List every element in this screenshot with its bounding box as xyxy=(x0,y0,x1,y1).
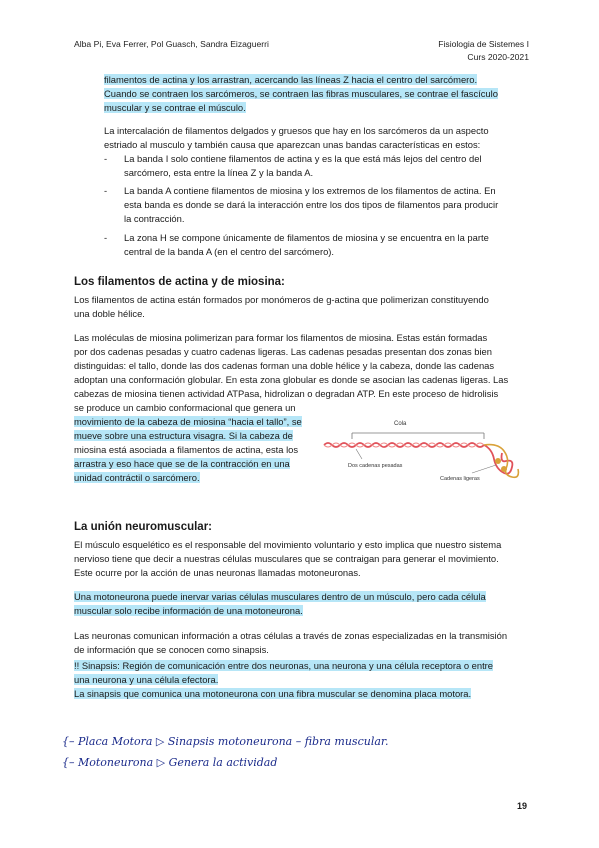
bullet-line: La zona H se compone únicamente de filamentos de miosina y se encuentra en la parte xyxy=(124,232,489,243)
header-year: Curs 2020-2021 xyxy=(467,52,529,62)
intercalacion-line-1: La intercalación de filamentos delgados y gruesos que hay en los sarcómeros da un aspecto xyxy=(104,125,489,136)
pesadas-pointer xyxy=(356,449,362,459)
figure-label-pesadas: Dos cadenas pesadas xyxy=(348,463,403,469)
actina-line: una doble hélice. xyxy=(74,308,145,319)
union-line: Este ocurre por la acción de unas neuronas llamadas motoneuronas. xyxy=(74,567,361,578)
miosina-line: unidad contráctil o sarcómero. xyxy=(74,472,200,483)
miosina-line: cabezas de miosina tienen actividad ATPasa, hidrolizan o degradan ATP. En este proceso de hidrolisis xyxy=(74,388,499,399)
bullet-line: esta banda es donde se dará la interacción entre los dos tipos de filamentos para producir xyxy=(124,199,499,210)
bullet-line: sarcómero, esta entre la línea Z y la banda A. xyxy=(124,167,314,178)
handwritten-note-1: {– Placa Motora ▷ Sinapsis motoneurona – fibra muscular. xyxy=(62,735,389,748)
union-line: nervioso tiene que decir a nuestras células musculares que se contraigan para generar el movimiento. xyxy=(74,553,499,564)
sinapsis-definition xyxy=(74,659,529,701)
section-title-filamentos: Los filamentos de actina y de miosina: xyxy=(74,276,285,288)
page-number: 19 xyxy=(516,801,527,811)
miosina-line: Las moléculas de miosina polimerizan para formar los filamentos de miosina. Estas están formadas xyxy=(74,332,488,343)
union-line: Las neuronas comunican información a otras células a través de zonas especializadas en la transmisión xyxy=(74,630,508,641)
myosin-tail-strand-2 xyxy=(324,443,484,447)
bullet-dash: - xyxy=(104,232,108,243)
bullet-dash: - xyxy=(104,185,108,196)
miosina-line: miosina está asociada a filamentos de actina, esta los xyxy=(74,444,299,455)
continuation-line-2: Cuando se contraen los sarcómeros, se contraen las fibras musculares, se contrae el fascículo xyxy=(104,88,498,99)
actina-line: Los filamentos de actina están formados por monómeros de g-actina que polimerizan constituyendo xyxy=(74,294,489,305)
light-chain xyxy=(495,458,501,464)
union-line: muscular solo recibe información de una motoneurona. xyxy=(74,605,303,616)
figure-label-cola: Cola xyxy=(394,421,407,427)
ligeras-pointer xyxy=(472,465,496,473)
miosina-line: movimiento de la cabeza de miosina “hacia el tallo”, se xyxy=(74,416,302,427)
miosina-line: se produce un cambio conformacional que genera un xyxy=(74,402,296,413)
section-title-union: La unión neuromuscular: xyxy=(74,521,213,533)
union-paragraph-2 xyxy=(74,590,529,618)
placa-motora-line: La sinapsis que comunica una motoneurona con una fibra muscular se denomina placa motora. xyxy=(74,688,472,699)
actina-paragraph xyxy=(74,293,529,321)
bullet-dash: - xyxy=(104,153,108,164)
figure-label-ligeras: Cadenas ligeras xyxy=(440,476,480,482)
header-authors: Alba Pi, Eva Ferrer, Pol Guasch, Sandra Eizaguerri xyxy=(74,39,269,49)
bullet-line: central de la banda A (en el centro del sarcómero). xyxy=(124,246,335,257)
intercalacion-paragraph xyxy=(104,124,534,152)
list-item-zona-h xyxy=(124,231,529,259)
sinapsis-line: una neurona y una célula efectora. xyxy=(74,674,219,685)
handwritten-note-2: {– Motoneurona ▷ Genera la actividad xyxy=(62,756,278,769)
miosina-line: por dos cadenas pesadas y cuatro cadenas ligeras. Las cadenas pesadas presentan dos zonas bien xyxy=(74,346,492,357)
list-item-banda-i xyxy=(124,152,529,180)
union-paragraph-1 xyxy=(74,538,529,580)
union-paragraph-3 xyxy=(74,629,529,657)
myosin-figure xyxy=(322,413,532,491)
continuation-line-1: filamentos de actina y los arrastran, acercando las líneas Z hacia el centro del sarcómero. xyxy=(104,74,478,85)
union-line: Una motoneurona puede inervar varias células musculares dentro de un músculo, pero cada célula xyxy=(74,591,486,602)
intercalacion-line-2: estriado al musculo y también causa que aparezcan unas bandas características en estos: xyxy=(104,139,481,150)
sinapsis-line: !! Sinapsis: Región de comunicación entre dos neuronas, una neurona y una célula receptora o entre xyxy=(74,660,494,671)
bullet-line: La banda I solo contiene filamentos de actina y es la que está más lejos del centro del xyxy=(124,153,482,164)
continuation-paragraph xyxy=(104,73,534,115)
union-line: de información que se conocen como sinapsis. xyxy=(74,644,269,655)
miosina-line: arrastra y eso hace que se de la contracción en una xyxy=(74,458,290,469)
bullet-line: la contracción. xyxy=(124,213,185,224)
list-item-banda-a xyxy=(124,184,529,226)
header-course: Fisiologia de Sistemes I xyxy=(438,39,529,49)
bullet-line: La banda A contiene filamentos de miosina y los extremos de los filamentos de actina. En xyxy=(124,185,496,196)
miosina-line: distinguidas: el tallo, donde las dos cadenas forman una doble hélice y la cabeza, donde las cadenas xyxy=(74,360,495,371)
light-chain xyxy=(501,466,507,472)
miosina-line: mueve sobre una estructura visagra. Si la cabeza de xyxy=(74,430,293,441)
miosina-line: adoptan una conformación globular. En esta zona globular es donde se asocian las cadenas ligeras. Las xyxy=(74,374,509,385)
union-line: El músculo esquelético es el responsable del movimiento voluntario y esto implica que nuestro sistema xyxy=(74,539,502,550)
continuation-line-3: muscular y se contrae el músculo. xyxy=(104,102,246,113)
